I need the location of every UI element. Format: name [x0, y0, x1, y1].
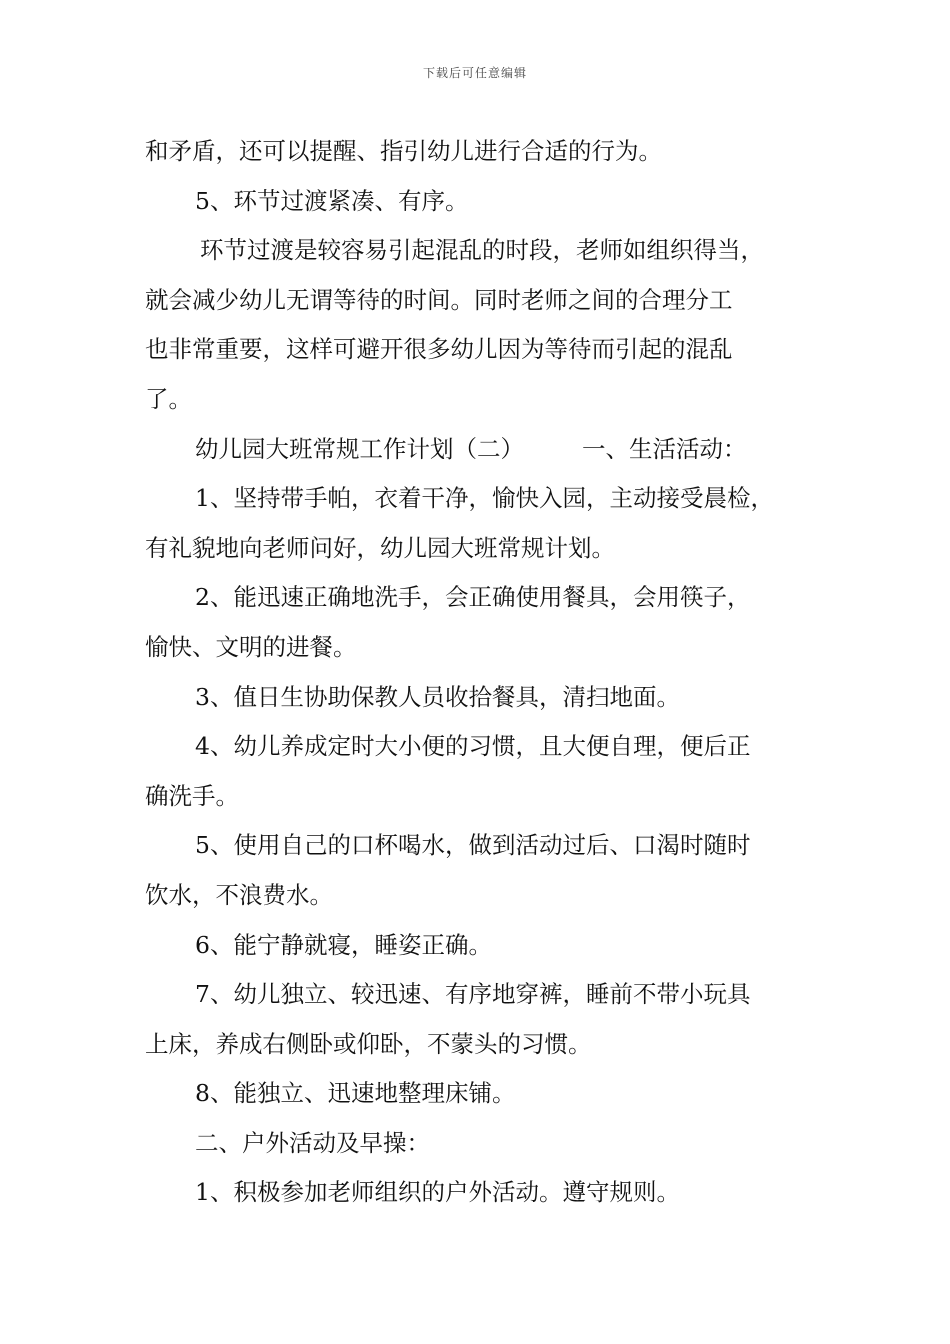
- text-line: 2、能迅速正确地洗手，会正确使用餐具，会用筷子，: [195, 583, 751, 612]
- text-line: 5、使用自己的口杯喝水，做到活动过后、口渴时随时: [195, 831, 751, 860]
- text-line: 就会减少幼儿无谓等待的时间。同时老师之间的合理分工: [145, 285, 733, 314]
- text-line: 5、环节过渡紧凑、有序。: [195, 186, 469, 215]
- text-line: 饮水，不浪费水。: [145, 880, 333, 909]
- text-line: 确洗手。: [145, 781, 239, 810]
- section-heading-line: [145, 425, 835, 475]
- section-heading: 二、户外活动及早操：: [195, 1128, 430, 1157]
- section-heading: 一、生活活动：: [582, 434, 747, 463]
- text-line: 1、积极参加老师组织的户外活动。遵守规则。: [195, 1178, 680, 1207]
- text-line: 愉快、文明的进餐。: [145, 632, 357, 661]
- text-line: 上床，养成右侧卧或仰卧，不蒙头的习惯。: [145, 1029, 592, 1058]
- text-line: 8、能独立、迅速地整理床铺。: [195, 1079, 516, 1108]
- text-line: 3、值日生协助保教人员收拾餐具，清扫地面。: [195, 682, 680, 711]
- page-header: 下载后可任意编辑: [422, 66, 527, 80]
- text-line: 和矛盾，还可以提醒、指引幼儿进行合适的行为。: [145, 137, 662, 165]
- text-line: 7、幼儿独立、较迅速、有序地穿裤，睡前不带小玩具: [195, 980, 751, 1009]
- text-line: 4、幼儿养成定时大小便的习惯，且大便自理，便后正: [195, 732, 751, 761]
- text-line: 了。: [145, 384, 192, 413]
- text-line: 有礼貌地向老师问好，幼儿园大班常规计划。: [145, 533, 615, 562]
- plan-title: 幼儿园大班常规工作计划（二）: [195, 434, 524, 463]
- document-body: [145, 127, 835, 1218]
- text-line: 1、坚持带手帕，衣着干净，愉快入园，主动接受晨检，: [195, 484, 774, 513]
- text-line: 环节过渡是较容易引起混乱的时段，老师如组织得当，: [200, 236, 764, 265]
- text-line: 也非常重要，这样可避开很多幼儿因为等待而引起的混乱: [145, 335, 733, 364]
- text-line: 6、能宁静就寝，睡姿正确。: [195, 930, 492, 959]
